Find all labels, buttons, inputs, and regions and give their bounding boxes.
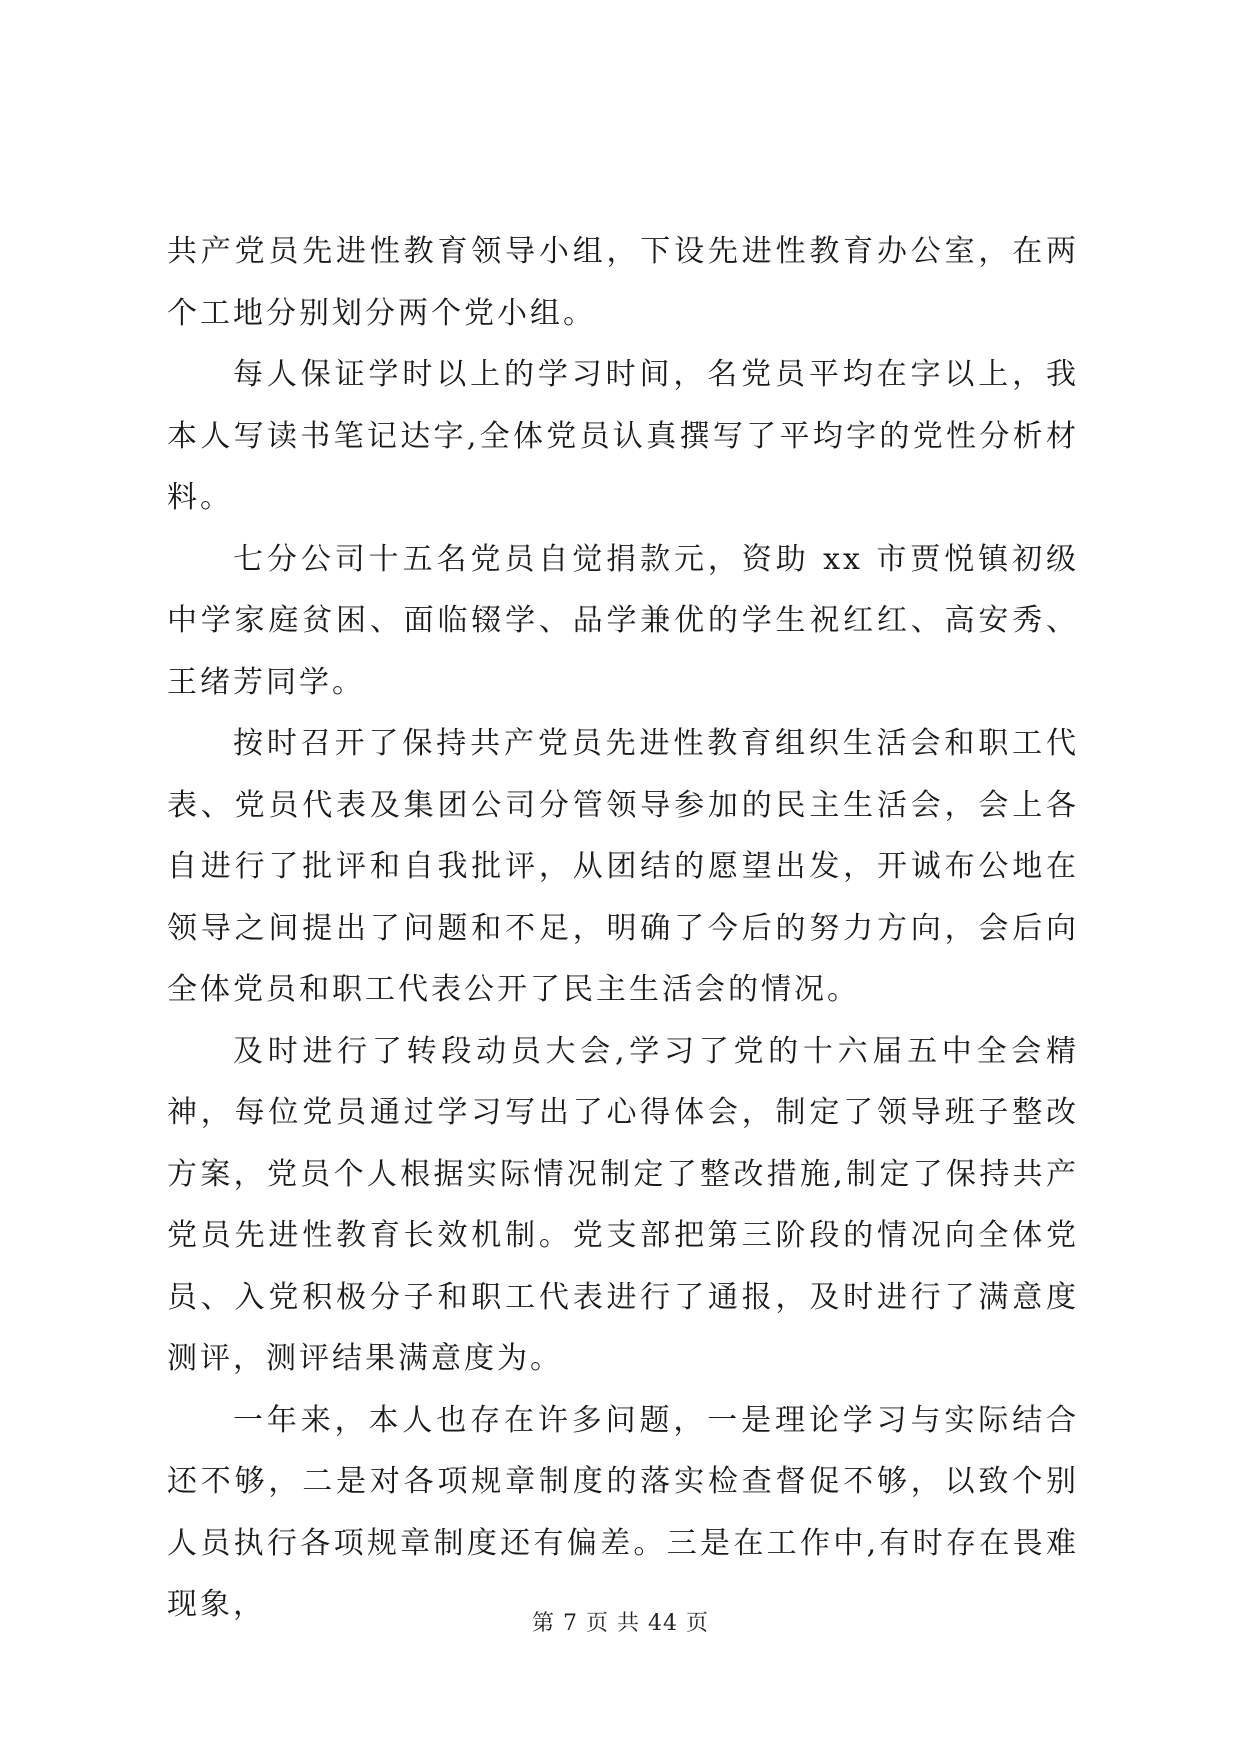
paragraph-5: 及时进行了转段动员大会,学习了党的十六届五中全会精神，每位党员通过学习写出了心得体会，制定了领导班子整改方案，党员个人根据实际情况制定了整改措施,制定了保持共产党员先进性教育长效机制。党支部把第三阶段的情况向全体党员、入党积极分子和职工代表进行了通报，及时进行了满意度测评，测评结果满意度为。 — [167, 1033, 1079, 1376]
paragraph-6: 一年来，本人也存在许多问题，一是理论学习与实际结合还不够，二是对各项规章制度的落实检查督促不够，以致个别人员执行各项规章制度还有偏差。三是在工作中,有时存在畏难现象， — [167, 1402, 1079, 1622]
paragraph-1: 共产党员先进性教育领导小组，下设先进性教育办公室，在两个工地分别划分两个党小组。 — [167, 234, 1079, 331]
paragraph-2: 每人保证学时以上的学习时间，名党员平均在字以上，我本人写读书笔记达字,全体党员认真撰写了平均字的党性分析材料。 — [167, 357, 1079, 515]
page-number-footer: 第 7 页 共 44 页 — [532, 1611, 709, 1636]
paragraph-3: 七分公司十五名党员自觉捐款元，资助 xx 市贾悦镇初级中学家庭贫困、面临辍学、品学兼优的学生祝红红、高安秀、王绪芳同学。 — [167, 541, 1079, 700]
document-body — [167, 221, 1079, 1636]
paragraph-4: 按时召开了保持共产党员先进性教育组织生活会和职工代表、党员代表及集团公司分管领导参加的民主生活会，会上各自进行了批评和自我批评，从团结的愿望出发，开诚布公地在领导之间提出了问题和不足，明确了今后的努力方向，会后向全体党员和职工代表公开了民主生活会的情况。 — [167, 726, 1079, 1007]
